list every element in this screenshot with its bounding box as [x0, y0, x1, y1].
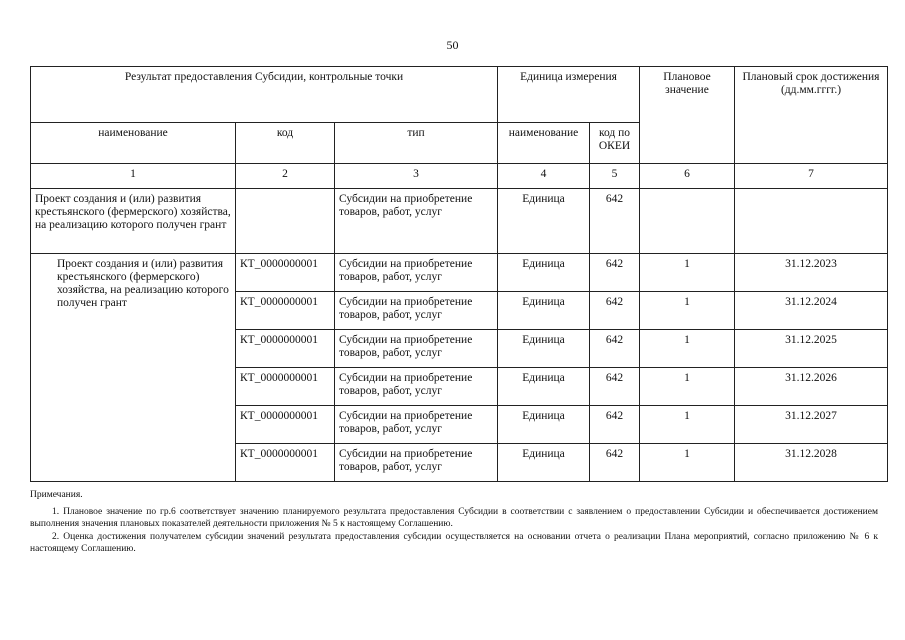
results-table [30, 66, 888, 482]
checkpoint-okei: 642 [590, 368, 640, 406]
result-type: Субсидии на приобретение товаров, работ, услуг [335, 189, 498, 254]
checkpoint-row [31, 254, 888, 292]
column-number: 5 [590, 164, 640, 189]
header-planned-value: Плановое значение [640, 67, 735, 164]
checkpoint-type: Субсидии на приобретение товаров, работ, услуг [335, 406, 498, 444]
checkpoint-okei: 642 [590, 406, 640, 444]
header-planned-date: Плановый срок достижения (дд.мм.гггг.) [735, 67, 888, 164]
checkpoint-code: КТ_0000000001 [236, 368, 335, 406]
column-number: 7 [735, 164, 888, 189]
header-result-group: Результат предоставления Субсидии, контрольные точки [31, 67, 498, 123]
checkpoint-value: 1 [640, 406, 735, 444]
result-value [640, 189, 735, 254]
result-code [236, 189, 335, 254]
header-row-1 [31, 67, 888, 123]
column-number: 3 [335, 164, 498, 189]
checkpoint-okei: 642 [590, 254, 640, 292]
column-number: 4 [498, 164, 590, 189]
checkpoint-unit: Единица [498, 444, 590, 482]
checkpoint-type: Субсидии на приобретение товаров, работ, услуг [335, 368, 498, 406]
checkpoint-code: КТ_0000000001 [236, 330, 335, 368]
column-number: 1 [31, 164, 236, 189]
checkpoint-code: КТ_0000000001 [236, 254, 335, 292]
checkpoint-name: Проект создания и (или) развития крестьянского (фермерского) хозяйства, на реализацию которого получен грант [31, 254, 236, 482]
column-numbers-row [31, 164, 888, 189]
checkpoint-date: 31.12.2026 [735, 368, 888, 406]
checkpoint-okei: 642 [590, 330, 640, 368]
header-type: тип [335, 123, 498, 164]
checkpoint-date: 31.12.2025 [735, 330, 888, 368]
checkpoint-type: Субсидии на приобретение товаров, работ, услуг [335, 254, 498, 292]
column-number: 6 [640, 164, 735, 189]
checkpoint-okei: 642 [590, 444, 640, 482]
note-item: 2. Оценка достижения получателем субсидии значений результата предоставления субсидии осуществляется на основании отчета о реализации Плана мероприятий, согласно приложению № 6 к настоящему Соглашению. [30, 532, 878, 554]
checkpoint-okei: 642 [590, 292, 640, 330]
result-okei: 642 [590, 189, 640, 254]
result-unit: Единица [498, 189, 590, 254]
checkpoint-date: 31.12.2024 [735, 292, 888, 330]
result-name: Проект создания и (или) развития крестьянского (фермерского) хозяйства, на реализацию которого получен грант [31, 189, 236, 254]
notes [30, 489, 878, 556]
header-unit-name: наименование [498, 123, 590, 164]
checkpoint-unit: Единица [498, 368, 590, 406]
checkpoint-value: 1 [640, 330, 735, 368]
checkpoint-code: КТ_0000000001 [236, 292, 335, 330]
checkpoint-type: Субсидии на приобретение товаров, работ, услуг [335, 444, 498, 482]
header-name: наименование [31, 123, 236, 164]
checkpoint-unit: Единица [498, 292, 590, 330]
column-number: 2 [236, 164, 335, 189]
header-code: код [236, 123, 335, 164]
checkpoint-unit: Единица [498, 406, 590, 444]
checkpoint-unit: Единица [498, 330, 590, 368]
checkpoint-date: 31.12.2023 [735, 254, 888, 292]
checkpoint-date: 31.12.2027 [735, 406, 888, 444]
checkpoint-value: 1 [640, 292, 735, 330]
checkpoint-code: КТ_0000000001 [236, 406, 335, 444]
checkpoint-value: 1 [640, 444, 735, 482]
checkpoint-type: Субсидии на приобретение товаров, работ, услуг [335, 330, 498, 368]
header-unit-group: Единица измерения [498, 67, 640, 123]
result-date [735, 189, 888, 254]
checkpoint-date: 31.12.2028 [735, 444, 888, 482]
page-number: 50 [446, 38, 459, 52]
note-item: 1. Плановое значение по гр.6 соответствует значению планируемого результата предоставления Субсидии в соответствии с заявлением о предоставлении Субсидии и обеспечивается достижением выполнения значения плановых показателей деятельности приложения № 5 к настоящему Соглашению. [30, 507, 878, 529]
notes-title: Примечания. [30, 490, 83, 500]
header-okei: код по ОКЕИ [590, 123, 640, 164]
checkpoint-value: 1 [640, 254, 735, 292]
checkpoint-unit: Единица [498, 254, 590, 292]
checkpoint-type: Субсидии на приобретение товаров, работ, услуг [335, 292, 498, 330]
result-row [31, 189, 888, 254]
checkpoint-code: КТ_0000000001 [236, 444, 335, 482]
checkpoint-value: 1 [640, 368, 735, 406]
